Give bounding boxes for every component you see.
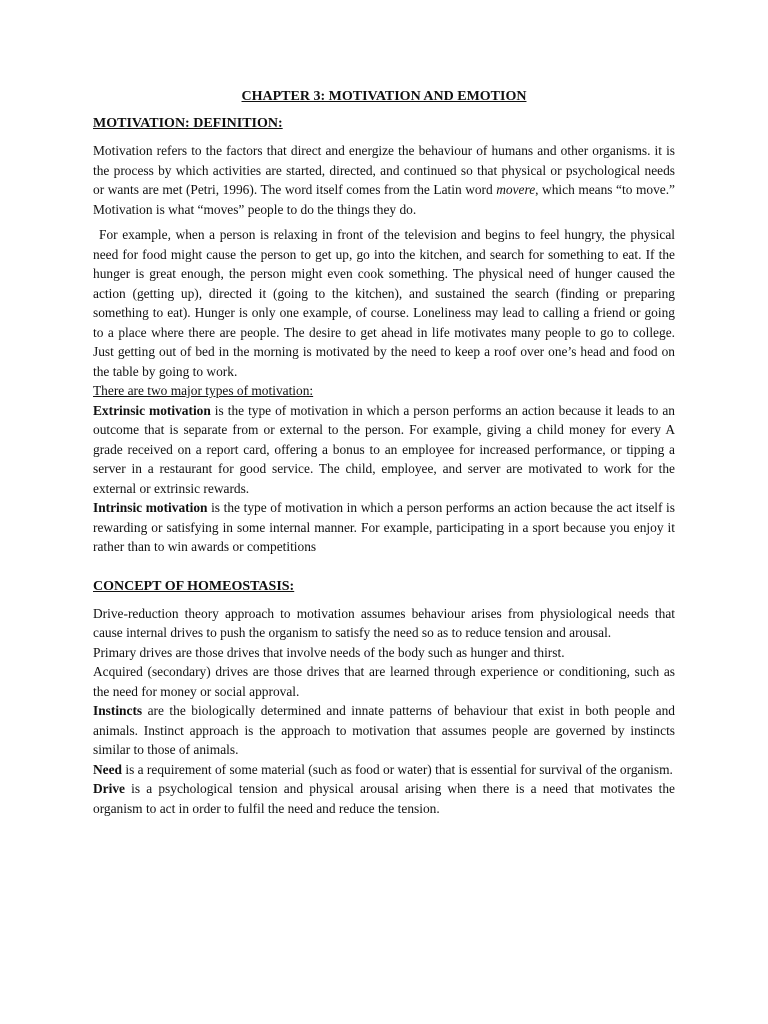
need-term: Need [93,761,123,777]
acquired-drives-paragraph: Acquired (secondary) drives are those drives that are learned through experience or conditioning, such as the need for money or social approval. [93,664,675,699]
section-heading-homeostasis: CONCEPT OF HOMEOSTASIS: [93,578,295,594]
extrinsic-term: Extrinsic motivation [93,402,211,418]
latin-word: movere [496,182,536,197]
types-intro [93,381,675,401]
extrinsic-text: is the type of motivation in which a person performs an action because it leads to an outcome that is separate from or external to the person. For example, giving a child money for every A grade received on a report card, offering a bonus to an employee for increased performance, or tipping a server in a restaurant for good service. The child, employee, and server are motivated to work for the external or extrinsic rewards. [93,402,675,496]
section-heading-definition: MOTIVATION: DEFINITION: [93,116,283,131]
types-intro-text: There are two major types of motivation: [93,383,314,398]
intrinsic-paragraph [93,498,675,557]
extrinsic-paragraph [93,401,675,499]
chapter-title: CHAPTER 3: MOTIVATION AND EMOTION [241,89,527,104]
instincts-term: Instincts [93,703,143,718]
instincts-paragraph [93,701,675,760]
intrinsic-term: Intrinsic motivation [93,500,208,515]
primary-drives-paragraph: Primary drives are those drives that involve needs of the body such as hunger and thirst. [93,644,565,660]
need-text: is a requirement of some material (such as food or water) that is essential for survival of the organism. [122,761,673,777]
drive-paragraph [93,779,675,818]
definition-text-a: Motivation refers to the factors that direct and energize the behaviour of humans and other organisms. it is the process by which activities are started, directed, and continued so that physical or psychological needs or wants are met (Petri, 1996). The word itself comes from the Latin word [93,143,675,197]
drive-term: Drive [93,781,125,796]
instincts-text: are the biologically determined and innate patterns of behaviour that exist in both people and animals. Instinct approach is the approach to motivation that assumes people are governed by instincts similar to those of animals. [93,703,675,757]
definition-text-b: , which means “to move.” Motivation is what “moves” people to do the things they do. [93,182,675,217]
intrinsic-text: is the type of motivation in which a person performs an action because the act itself is rewarding or satisfying in some internal manner. For example, participating in a sport because you enjoy it rather than to win awards or competitions [93,500,675,554]
need-paragraph [93,760,675,780]
drive-reduction-paragraph: Drive-reduction theory approach to motivation assumes behaviour arises from physiological needs that cause internal drives to push the organism to satisfy the need so as to reduce tension and arousal. [93,605,675,640]
document-body [93,87,675,818]
definition-paragraph [93,141,675,219]
example-paragraph: For example, when a person is relaxing in front of the television and begins to feel hungry, the physical need for food might cause the person to get up, go into the kitchen, and search for something to eat. If the hunger is great enough, the person might even cook something. The physical need of hunger caused the action (getting up), directed it (going to the kitchen), and sustained the search (finding or preparing something to eat). Hunger is only one example, of course. Loneliness may lead to calling a friend or going to a place where there are people. The desire to get ahead in life motivates many people to go to college. Just getting out of bed in the morning is motivated by the need to keep a roof over one’s head and food on the table by going to work. [93,227,675,379]
drive-text: is a psychological tension and physical arousal arising when there is a need that motivates the organism to act in order to fulfil the need and reduce the tension. [93,781,675,816]
